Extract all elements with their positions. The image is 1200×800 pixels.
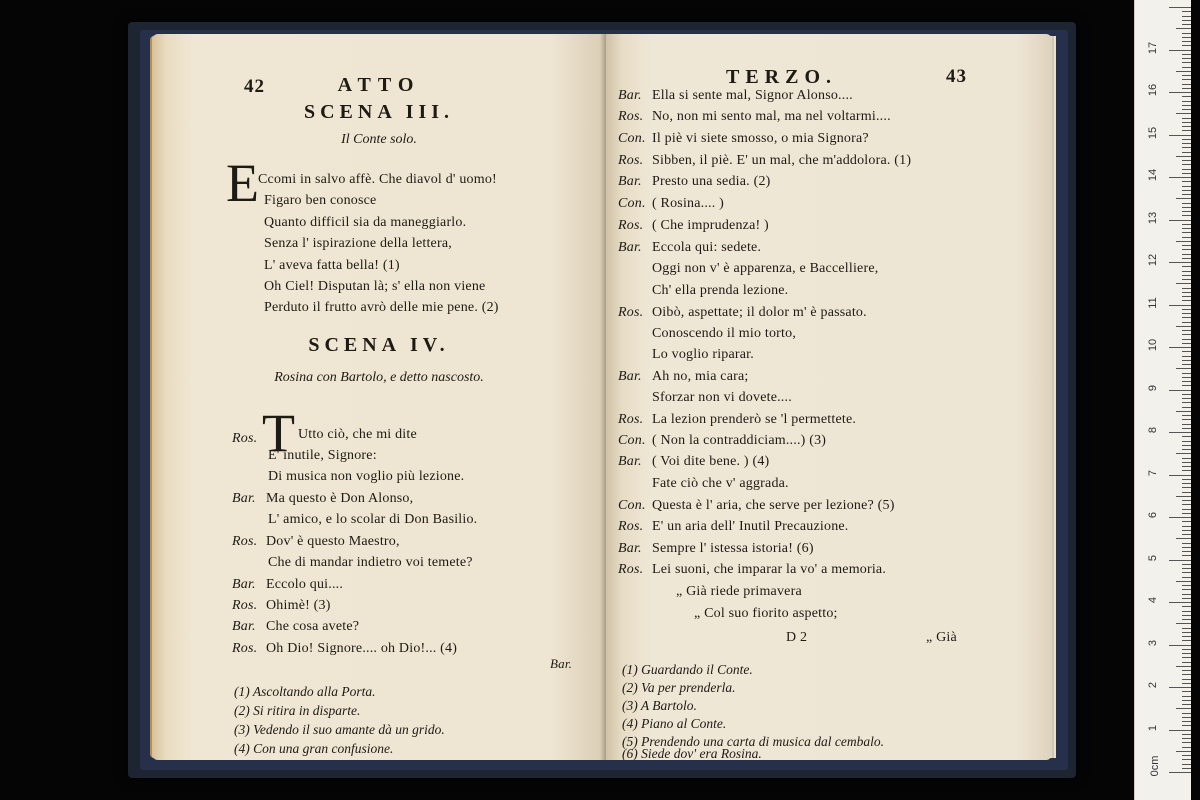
ruler-number: 1 [1147, 724, 1159, 731]
ruler-tick [1169, 262, 1191, 263]
dialogue-line: Conoscendo il mio torto, [652, 326, 797, 341]
speaker: Bar. [618, 369, 642, 384]
speaker: Ros. [618, 153, 644, 168]
ruler-tick [1182, 215, 1191, 216]
ruler-tick [1176, 453, 1191, 454]
footnote: (2) Va per prenderla. [622, 680, 736, 695]
ruler-tick [1182, 619, 1191, 620]
ruler-tick [1169, 772, 1191, 773]
running-head: TERZO. [726, 66, 838, 88]
ruler-tick [1182, 564, 1191, 565]
ruler-tick [1182, 543, 1191, 544]
ruler-tick [1182, 54, 1191, 55]
ruler-tick [1176, 71, 1191, 72]
ruler-tick [1182, 611, 1191, 612]
ruler-tick [1182, 24, 1191, 25]
ruler-tick [1176, 708, 1191, 709]
dialogue-line: E' inutile, Signore: [268, 448, 377, 463]
ruler-tick [1182, 271, 1191, 272]
speaker: Bar. [232, 619, 256, 634]
ruler-tick [1182, 45, 1191, 46]
ruler-tick [1182, 589, 1191, 590]
speaker: Bar. [618, 454, 642, 469]
ruler-tick [1169, 390, 1191, 391]
ruler-number: 16 [1147, 83, 1159, 97]
ruler-tick [1182, 118, 1191, 119]
ruler-tick [1182, 632, 1191, 633]
ruler-tick [1176, 411, 1191, 412]
ruler-tick [1182, 186, 1191, 187]
dialogue-line: ( Voi dite bene. ) (4) [652, 454, 770, 469]
speaker: Con. [618, 433, 646, 448]
ruler-tick [1182, 194, 1191, 195]
ruler-tick [1182, 428, 1191, 429]
dialogue-line: Sibben, il piè. E' un mal, che m'addolora. (1) [652, 153, 912, 168]
ruler-tick [1182, 356, 1191, 357]
ruler-tick [1182, 674, 1191, 675]
footnote: (6) Siede dov' era Rosina. [622, 746, 762, 760]
ruler-tick [1182, 109, 1191, 110]
ruler-tick [1182, 181, 1191, 182]
ruler-tick [1182, 313, 1191, 314]
ruler-tick [1182, 211, 1191, 212]
right-page [606, 34, 1052, 760]
dialogue-line: Lo voglio riparar. [652, 347, 754, 362]
ruler-tick [1182, 742, 1191, 743]
ruler-tick [1182, 470, 1191, 471]
ruler-tick [1176, 326, 1191, 327]
page-number: 42 [244, 76, 265, 97]
ruler-tick [1182, 449, 1191, 450]
ruler-tick [1182, 577, 1191, 578]
ruler-tick [1169, 92, 1191, 93]
ruler-number: 14 [1147, 168, 1159, 182]
ruler-tick [1176, 496, 1191, 497]
speaker: Con. [618, 131, 646, 146]
ruler-tick [1182, 16, 1191, 17]
ruler-tick [1182, 292, 1191, 293]
speaker: Ros. [232, 431, 258, 446]
ruler-number: 10 [1147, 338, 1159, 352]
footnote: (4) Con una gran confusione. [234, 741, 394, 756]
drop-cap: T [262, 403, 295, 463]
speaker: Ros. [618, 519, 644, 534]
ruler-tick [1169, 50, 1191, 51]
dialogue-line: E' un aria dell' Inutil Precauzione. [652, 519, 849, 534]
ruler-tick [1182, 594, 1191, 595]
ruler-number: 9 [1147, 384, 1159, 391]
dialogue-line: Ma questo è Don Alonso, [266, 491, 414, 506]
ruler-tick [1182, 547, 1191, 548]
ruler-tick [1182, 768, 1191, 769]
scene-title: SCENA IV. [308, 334, 450, 356]
ruler-tick [1182, 734, 1191, 735]
ruler-tick [1182, 143, 1191, 144]
ruler-tick [1176, 751, 1191, 752]
ruler-tick [1182, 385, 1191, 386]
ruler-tick [1182, 130, 1191, 131]
left-page [152, 34, 606, 760]
ruler-tick [1182, 683, 1191, 684]
ruler-tick [1182, 407, 1191, 408]
ruler-tick [1182, 309, 1191, 310]
ruler-number: 3 [1147, 639, 1159, 646]
ruler-tick [1182, 462, 1191, 463]
ruler-tick [1182, 441, 1191, 442]
ruler-tick [1182, 203, 1191, 204]
footnote: (5) Prendendo una carta di musica dal cembalo. [622, 734, 884, 749]
ruler-tick [1182, 275, 1191, 276]
ruler-tick [1176, 623, 1191, 624]
ruler-number: 7 [1147, 469, 1159, 476]
ruler-tick [1182, 373, 1191, 374]
ruler-tick [1182, 79, 1191, 80]
dialogue-line: L' amico, e lo scolar di Don Basilio. [268, 512, 478, 527]
speaker: Bar. [618, 240, 642, 255]
ruler-tick [1169, 177, 1191, 178]
ruler-tick [1182, 402, 1191, 403]
dialogue-line: Di musica non voglio più lezione. [268, 469, 465, 484]
ruler-tick [1169, 560, 1191, 561]
ruler-tick [1182, 398, 1191, 399]
ruler-tick [1176, 581, 1191, 582]
ruler-tick [1182, 169, 1191, 170]
ruler-tick [1182, 279, 1191, 280]
ruler-tick [1182, 657, 1191, 658]
scene-subtitle: Il Conte solo. [341, 132, 417, 147]
ruler-tick [1176, 666, 1191, 667]
ruler-tick [1182, 11, 1191, 12]
dialogue-line: No, non mi sento mal, ma nel voltarmi.... [652, 109, 891, 124]
dialogue-line: Utto ciò, che mi dite [298, 427, 417, 442]
ruler-tick [1169, 7, 1191, 8]
ruler-label: 0cm [1149, 755, 1161, 777]
speaker: Bar. [618, 88, 642, 103]
ruler-tick [1182, 160, 1191, 161]
ruler-tick [1169, 432, 1191, 433]
ruler-tick [1182, 717, 1191, 718]
speaker: Ros. [618, 562, 644, 577]
ruler-tick [1182, 37, 1191, 38]
ruler-tick [1182, 513, 1191, 514]
ruler-tick [1182, 96, 1191, 97]
ruler-tick [1182, 249, 1191, 250]
ruler-tick [1169, 602, 1191, 603]
dialogue-line: ( Che imprudenza! ) [652, 218, 769, 233]
ruler-tick [1182, 721, 1191, 722]
dialogue-line: La lezion prenderò se 'l permettete. [652, 412, 857, 427]
ruler-tick [1182, 640, 1191, 641]
speaker: Con. [618, 498, 646, 513]
dialogue-line: Questa è l' aria, che serve per lezione? (5) [652, 498, 895, 513]
ruler-tick [1176, 113, 1191, 114]
ruler-tick [1182, 164, 1191, 165]
ruler-tick [1182, 700, 1191, 701]
ruler-tick [1182, 288, 1191, 289]
ruler-tick [1182, 245, 1191, 246]
ruler-number: 12 [1147, 253, 1159, 267]
ruler-tick [1182, 101, 1191, 102]
verse-line: „ Col suo fiorito aspetto; [694, 606, 838, 621]
dialogue-line: ( Rosina.... ) [652, 196, 725, 211]
ruler-tick [1182, 662, 1191, 663]
dialogue-line: Eccolo qui.... [266, 577, 344, 592]
ruler-tick [1182, 58, 1191, 59]
ruler-tick [1182, 296, 1191, 297]
ruler-tick [1182, 364, 1191, 365]
ruler-tick [1182, 232, 1191, 233]
drop-cap: E [226, 153, 259, 213]
text-line: Quanto difficil sia da maneggiarlo. [264, 215, 467, 230]
ruler-tick [1182, 509, 1191, 510]
ruler-tick [1182, 555, 1191, 556]
verse-line: „ Già riede primavera [676, 584, 802, 599]
ruler-tick [1182, 738, 1191, 739]
speaker: Ros. [618, 218, 644, 233]
ruler-tick [1182, 152, 1191, 153]
ruler-tick [1182, 419, 1191, 420]
ruler-tick [1182, 377, 1191, 378]
ruler-tick [1182, 466, 1191, 467]
signature-mark: D 2 [786, 630, 808, 645]
scene-subtitle: Rosina con Bartolo, e detto nascosto. [274, 370, 484, 385]
text-line: Figaro ben conosce [264, 193, 377, 208]
text-line: Oh Ciel! Disputan là; s' ella non viene [264, 279, 486, 294]
ruler-tick [1182, 351, 1191, 352]
ruler-tick [1182, 84, 1191, 85]
ruler-tick [1176, 283, 1191, 284]
ruler-tick [1182, 606, 1191, 607]
ruler-tick [1182, 147, 1191, 148]
ruler-tick [1182, 330, 1191, 331]
ruler-tick [1169, 645, 1191, 646]
ruler-number: 15 [1147, 126, 1159, 139]
ruler-tick [1182, 636, 1191, 637]
ruler-number: 8 [1147, 426, 1159, 434]
ruler-tick [1182, 598, 1191, 599]
ruler-tick [1182, 483, 1191, 484]
ruler-tick [1182, 62, 1191, 63]
ruler-tick [1182, 649, 1191, 650]
dialogue-line: Eccola qui: sedete. [652, 240, 762, 255]
speaker: Ros. [618, 412, 644, 427]
ruler-tick [1182, 713, 1191, 714]
speaker: Ros. [618, 305, 644, 320]
ruler-tick [1182, 20, 1191, 21]
speaker: Bar. [618, 174, 642, 189]
ruler-tick [1176, 368, 1191, 369]
dialogue-line: Sempre l' istessa istoria! (6) [652, 541, 814, 556]
ruler-tick [1182, 317, 1191, 318]
ruler-tick [1182, 526, 1191, 527]
ruler-tick [1182, 487, 1191, 488]
dialogue-line: Il piè vi siete smosso, o mia Signora? [652, 131, 869, 146]
ruler-tick [1182, 300, 1191, 301]
catchword: „ Già [926, 630, 957, 645]
footnote: (3) Vedendo il suo amante dà un grido. [234, 722, 445, 737]
ruler-tick [1182, 424, 1191, 425]
ruler-tick [1169, 517, 1191, 518]
ruler-tick [1182, 334, 1191, 335]
ruler-tick [1169, 220, 1191, 221]
ruler-tick [1182, 237, 1191, 238]
text-line: Senza l' ispirazione della lettera, [264, 236, 452, 251]
ruler-tick [1182, 33, 1191, 34]
ruler-tick [1182, 258, 1191, 259]
ruler-tick [1182, 228, 1191, 229]
catchword: Bar. [550, 656, 573, 671]
ruler-tick [1182, 568, 1191, 569]
text-line: Perduto il frutto avrò delle mie pene. (2) [264, 300, 499, 315]
ruler-tick [1169, 475, 1191, 476]
ruler-tick [1182, 572, 1191, 573]
page-number: 43 [946, 66, 967, 87]
dialogue-line: Oibò, aspettate; il dolor m' è passato. [652, 305, 867, 320]
ruler-tick [1169, 347, 1191, 348]
footnote: (3) A Bartolo. [622, 698, 697, 713]
ruler-tick [1182, 254, 1191, 255]
ruler-tick [1182, 679, 1191, 680]
ruler-tick [1182, 126, 1191, 127]
ruler-tick [1182, 500, 1191, 501]
ruler-number: 4 [1147, 596, 1159, 604]
ruler-tick [1182, 343, 1191, 344]
ruler-tick [1182, 585, 1191, 586]
ruler-number: 13 [1147, 211, 1159, 224]
ruler-tick [1169, 687, 1191, 688]
ruler-tick [1182, 381, 1191, 382]
ruler-tick [1182, 479, 1191, 480]
ruler-tick [1182, 139, 1191, 140]
running-head: ATTO [337, 74, 421, 96]
measuring-ruler [1134, 0, 1191, 800]
dialogue-line: Ch' ella prenda lezione. [652, 283, 789, 298]
ruler-tick [1182, 67, 1191, 68]
ruler-tick [1176, 28, 1191, 29]
ruler-tick [1182, 207, 1191, 208]
text-line: L' aveva fatta bella! (1) [264, 258, 400, 273]
text-line: Ccomi in salvo affè. Che diavol d' uomo! [258, 172, 497, 187]
ruler-tick [1182, 764, 1191, 765]
dialogue-line: Che di mandar indietro voi temete? [268, 555, 473, 570]
ruler-tick [1176, 538, 1191, 539]
ruler-tick [1182, 747, 1191, 748]
footnote: (1) Guardando il Conte. [622, 662, 753, 677]
ruler-tick [1182, 755, 1191, 756]
ruler-tick [1182, 41, 1191, 42]
dialogue-line: Lei suoni, che imparar la vo' a memoria. [652, 562, 887, 577]
footnote: (1) Ascoltando alla Porta. [234, 684, 376, 699]
ruler-tick [1169, 305, 1191, 306]
ruler-tick [1182, 521, 1191, 522]
ruler-tick [1182, 75, 1191, 76]
ruler-tick [1182, 530, 1191, 531]
ruler-tick [1182, 653, 1191, 654]
ruler-tick [1182, 360, 1191, 361]
ruler-tick [1182, 691, 1191, 692]
ruler-tick [1182, 105, 1191, 106]
speaker: Bar. [232, 491, 256, 506]
scene-title: SCENA III. [303, 101, 455, 123]
dialogue-line: Che cosa avete? [266, 619, 360, 634]
ruler-number: 17 [1147, 41, 1159, 54]
ruler-number: 6 [1147, 511, 1159, 519]
footnote: (4) Piano al Conte. [622, 716, 727, 731]
ruler-tick [1182, 670, 1191, 671]
ruler-tick [1182, 190, 1191, 191]
dialogue-line: Oggi non v' è apparenza, e Baccelliere, [652, 261, 879, 276]
ruler-tick [1182, 534, 1191, 535]
ruler-tick [1182, 458, 1191, 459]
ruler-number: 11 [1147, 296, 1159, 309]
ruler-tick [1182, 224, 1191, 225]
speaker: Con. [618, 196, 646, 211]
dialogue-line: Oh Dio! Signore.... oh Dio!... (4) [266, 641, 458, 656]
ruler-tick [1182, 615, 1191, 616]
speaker: Bar. [618, 541, 642, 556]
ruler-tick [1182, 266, 1191, 267]
ruler-tick [1182, 704, 1191, 705]
ruler-number: 2 [1147, 681, 1159, 689]
ruler-tick [1182, 445, 1191, 446]
speaker: Bar. [232, 577, 256, 592]
speaker: Ros. [232, 534, 258, 549]
dialogue-line: ( Non la contraddiciam....) (3) [652, 433, 827, 448]
speaker: Ros. [232, 598, 258, 613]
dialogue-line: Fate ciò che v' aggrada. [652, 476, 789, 491]
ruler-tick [1182, 322, 1191, 323]
ruler-tick [1182, 492, 1191, 493]
ruler-tick [1182, 436, 1191, 437]
dialogue-line: Ah no, mia cara; [652, 369, 749, 384]
ruler-tick [1182, 551, 1191, 552]
ruler-tick [1176, 156, 1191, 157]
dialogue-line: Ella si sente mal, Signor Alonso.... [652, 88, 853, 103]
ruler-tick [1182, 504, 1191, 505]
ruler-tick [1182, 696, 1191, 697]
dialogue-line: Sforzar non vi dovete.... [652, 390, 792, 405]
ruler-tick [1182, 725, 1191, 726]
ruler-tick [1182, 339, 1191, 340]
dialogue-line: Presto una sedia. (2) [652, 174, 771, 189]
ruler-tick [1182, 173, 1191, 174]
ruler-number: 5 [1147, 554, 1159, 561]
dialogue-line: Ohimè! (3) [266, 598, 331, 613]
ruler-tick [1169, 135, 1191, 136]
ruler-tick [1182, 628, 1191, 629]
dialogue-line: Dov' è questo Maestro, [266, 534, 400, 549]
ruler-tick [1169, 730, 1191, 731]
ruler-tick [1182, 122, 1191, 123]
speaker: Ros. [618, 109, 644, 124]
speaker: Ros. [232, 641, 258, 656]
ruler-tick [1182, 415, 1191, 416]
ruler-tick [1182, 759, 1191, 760]
ruler-tick [1182, 88, 1191, 89]
ruler-tick [1182, 394, 1191, 395]
ruler-tick [1176, 198, 1191, 199]
ruler-tick [1176, 241, 1191, 242]
footnote: (2) Si ritira in disparte. [234, 703, 361, 718]
